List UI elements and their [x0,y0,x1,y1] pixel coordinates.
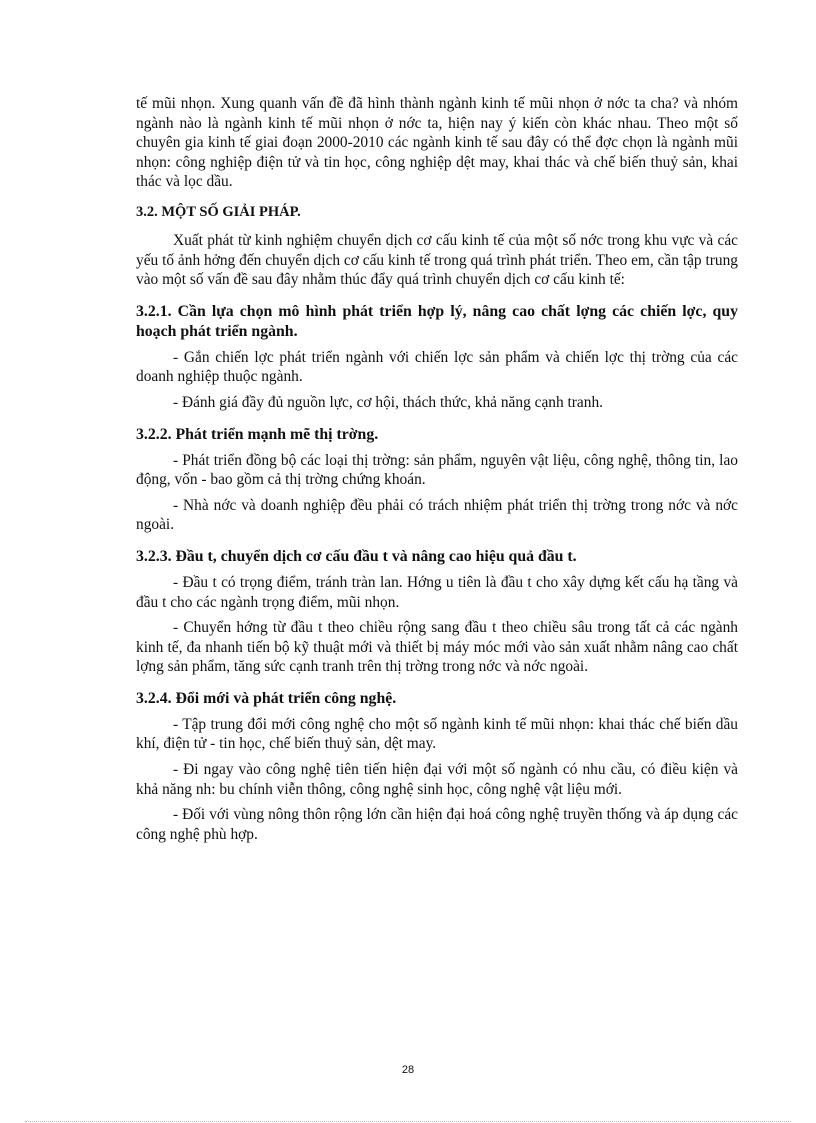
page-bottom-border [25,1121,791,1122]
subsection-4-item-2: - Đi ngay vào công nghệ tiên tiến hiện đại với một số ngành có nhu cầu, có điều kiện và khả năng nh: bu chính viễn thông, công nghệ sinh học, công nghệ vật liệu mới. [136,761,738,798]
intro-paragraph: tế mũi nhọn. Xung quanh vấn đề đã hình thành ngành kinh tế mũi nhọn ở nớc ta cha? và nhóm ngành nào là ngành kinh tế mũi nhọn ở nớc ta, hiện nay ý kiến còn khác nhau. Theo một số chuyên gia kinh tế giai đoạn 2000-2010 các ngành kinh tế sau đây có thể đợc chọn là ngành mũi nhọn: công nghiệp điện tử và tin học, công nghiệp dệt may, khai thác và chế biến thuỷ sản, khai thác và lọc dầu. [136,95,738,191]
subsection-heading-3: 3.2.3. Đầu t, chuyển dịch cơ cấu đầu t và nâng cao hiệu quả đầu t. [136,547,577,565]
subsection-heading-2: 3.2.2. Phát triển mạnh mẽ thị trờng. [136,425,379,443]
subsection-2-item-2: - Nhà nớc và doanh nghiệp đều phải có trách nhiệm phát triển thị trờng trong nớc và nớc ngoài. [136,496,738,534]
section-paragraph: Xuất phát từ kinh nghiệm chuyển dịch cơ cấu kinh tế của một số nớc trong khu vực và các yếu tố ảnh hởng đến chuyển dịch cơ cấu kinh tế trong quá trình phát triển. Theo em, cần tập trung vào một số vấn đề sau đây nhằm thúc đẩy quá trình chuyển dịch cơ cấu kinh tế: [136,231,738,289]
subsection-heading-1: 3.2.1. Cần lựa chọn mô hình phát triển hợp lý, nâng cao chất lợng các chiến lợc, quy hoạch phát triển ngành. [136,302,738,340]
subsection-heading-4: 3.2.4. Đổi mới và phát triển công nghệ. [136,689,397,707]
subsection-1-item-1: - Gắn chiến lợc phát triển ngành với chiến lợc sản phẩm và chiến lợc thị trờng của các doanh nghiệp thuộc ngành. [136,348,738,386]
document-page [136,94,738,850]
section-title: 3.2. MỘT SỐ GIẢI PHÁP. [136,203,301,220]
subsection-1-item-2: - Đánh giá đầy đủ nguồn lực, cơ hội, thách thức, khả năng cạnh tranh. [173,393,603,411]
subsection-4-item-3: - Đối với vùng nông thôn rộng lớn cần hiện đại hoá công nghệ truyền thống và áp dụng các công nghệ phù hợp. [136,806,738,843]
subsection-2-item-1: - Phát triển đồng bộ các loại thị trờng: sản phẩm, nguyên vật liệu, công nghệ, thông tin, lao động, vốn - bao gồm cả thị trờng chứng khoán. [136,451,738,489]
subsection-3-item-1: - Đầu t có trọng điểm, tránh tràn lan. Hớng u tiên là đầu t cho xây dựng kết cấu hạ tầng và đầu t cho các ngành trọng điểm, mũi nhọn. [136,573,738,611]
subsection-4-item-1: - Tập trung đổi mới công nghệ cho một số ngành kinh tế mũi nhọn: khai thác chế biến dầu khí, điện tử - tin học, chế biến thuỷ sản, dệt may. [136,715,738,753]
page-number: 28 [401,1064,415,1076]
subsection-3-item-2: - Chuyển hớng từ đầu t theo chiều rộng sang đầu t theo chiều sâu trong tất cả các ngành kinh tế, đa nhanh tiến bộ kỹ thuật mới và thiết bị máy móc mới vào sản xuất nhằm nâng cao chất lợng sản phẩm, tăng sức cạnh tranh trên thị trờng trong nớc và nớc ngoài. [136,619,738,676]
